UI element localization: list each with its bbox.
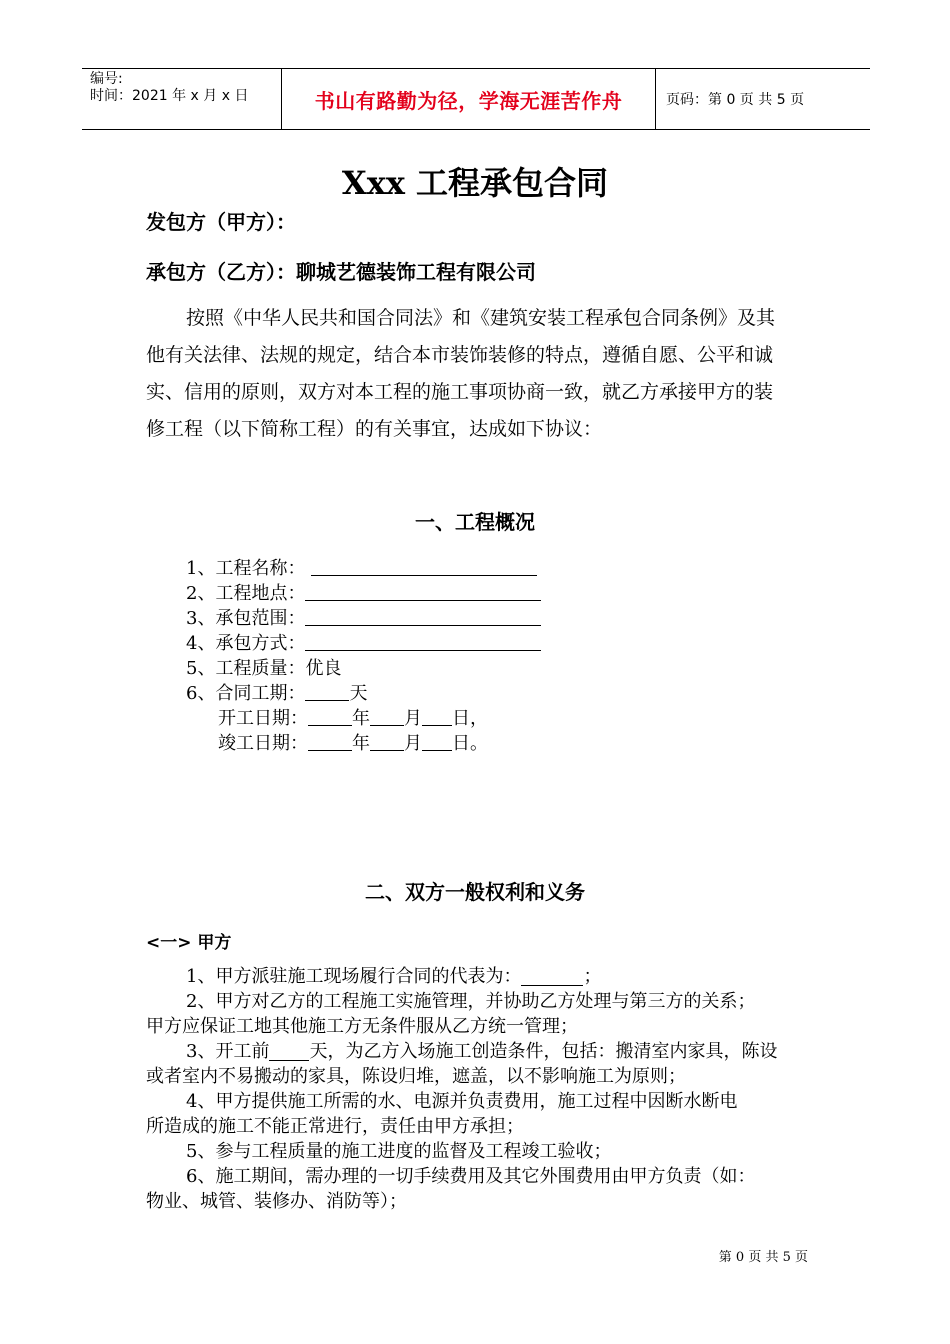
project-name-row — [186, 554, 537, 580]
obligation-line: 物业、城管、装修办、消防等）； — [146, 1191, 407, 1212]
party-a-subheading: <一> 甲方 — [146, 933, 232, 953]
contract-scope-label: 3、承包范围： — [186, 608, 306, 629]
obligation-line — [146, 964, 777, 989]
header-motto: 书山有路勤为径，学海无涯苦作舟 — [282, 69, 656, 129]
project-location-row — [186, 579, 541, 605]
obligation-line — [146, 1039, 777, 1064]
obligation-line: 5、参与工程质量的施工进度的监督及工程竣工验收； — [186, 1141, 612, 1162]
obligation-line: 4、甲方提供施工所需的水、电源并负责费用，施工过程中因断水断电 — [186, 1091, 738, 1112]
document-number-label: 编号: — [90, 71, 123, 87]
page-footer: 第 0 页 共 5 页 — [718, 1250, 808, 1265]
blank-line — [308, 749, 352, 751]
header-meta — [82, 69, 282, 129]
blank-line — [422, 724, 452, 726]
blank-line — [305, 624, 541, 626]
year-unit: 年 — [352, 708, 370, 729]
contract-method-row — [186, 629, 541, 655]
obligation-text: 3、开工前 — [186, 1041, 270, 1062]
document-title: Xxx 工程承包合同 — [341, 164, 609, 202]
blank-line — [305, 699, 349, 701]
document-date-label: 时间：2021 年 x 月 x 日 — [90, 88, 249, 104]
blank-line — [308, 724, 352, 726]
obligation-line: 2、甲方对乙方的工程施工实施管理，并协助乙方处理与第三方的关系； — [186, 991, 756, 1012]
obligation-text: 1、甲方派驻施工现场履行合同的代表为： — [186, 966, 522, 987]
day-unit: 日。 — [452, 733, 488, 754]
month-unit: 月 — [404, 708, 422, 729]
project-location-label: 2、工程地点： — [186, 583, 306, 604]
obligation-line: 所造成的施工不能正常进行，责任由甲方承担； — [146, 1116, 524, 1137]
day-unit: 日， — [452, 708, 488, 729]
month-unit: 月 — [404, 733, 422, 754]
section-1-heading: 一、工程概况 — [415, 510, 535, 534]
blank-line — [305, 599, 541, 601]
contract-scope-row — [186, 604, 541, 630]
contract-method-label: 4、承包方式： — [186, 633, 306, 654]
obligation-line: 6、施工期间，需办理的一切手续费用及其它外围费用由甲方负责（如： — [186, 1166, 756, 1187]
intro-line: 实、信用的原则，双方对本工程的施工事项协商一致，就乙方承接甲方的装 — [146, 381, 774, 403]
obligation-text: 天，为乙方入场施工创造条件，包括：搬清室内家具，陈设 — [309, 1041, 778, 1062]
party-b-label: 承包方（乙方）：聊城艺德装饰工程有限公司 — [146, 260, 536, 284]
party-a-obligations — [146, 964, 777, 1214]
header-page-number: 页码：第 0 页 共 5 页 — [666, 92, 805, 108]
blank-line — [422, 749, 452, 751]
intro-line: 按照《中华人民共和国合同法》和《建筑安装工程承包合同条例》及其 — [186, 307, 776, 329]
blank-line — [370, 724, 404, 726]
year-unit: 年 — [352, 733, 370, 754]
party-a-label: 发包方（甲方）： — [146, 210, 296, 234]
period-unit: 天 — [349, 683, 368, 704]
contract-period-label: 6、合同工期： — [186, 683, 306, 704]
intro-line: 他有关法律、法规的规定，结合本市装饰装修的特点，遵循自愿、公平和诚 — [146, 344, 774, 366]
contract-period-row — [186, 679, 367, 705]
intro-paragraph — [146, 300, 775, 448]
intro-line: 修工程（以下简称工程）的有关事宜，达成如下协议： — [146, 418, 603, 440]
section-2-heading: 二、双方一般权利和义务 — [365, 880, 585, 904]
blank-line — [370, 749, 404, 751]
project-quality-row: 5、工程质量：优良 — [186, 658, 342, 679]
end-date-row — [218, 729, 488, 755]
blank-line — [269, 1059, 309, 1061]
end-date-label: 竣工日期： — [218, 733, 308, 754]
project-name-label: 1、工程名称： — [186, 558, 306, 579]
obligation-line: 甲方应保证工地其他施工方无条件服从乙方统一管理； — [146, 1016, 578, 1037]
obligation-line: 或者室内不易搬动的家具，陈设归堆，遮盖，以不影响施工为原则； — [146, 1066, 686, 1087]
blank-line — [521, 984, 583, 986]
start-date-row — [218, 704, 488, 730]
page-header — [82, 68, 870, 130]
semicolon: ； — [583, 966, 602, 987]
blank-line — [305, 649, 541, 651]
start-date-label: 开工日期： — [218, 708, 308, 729]
blank-line — [311, 574, 537, 576]
